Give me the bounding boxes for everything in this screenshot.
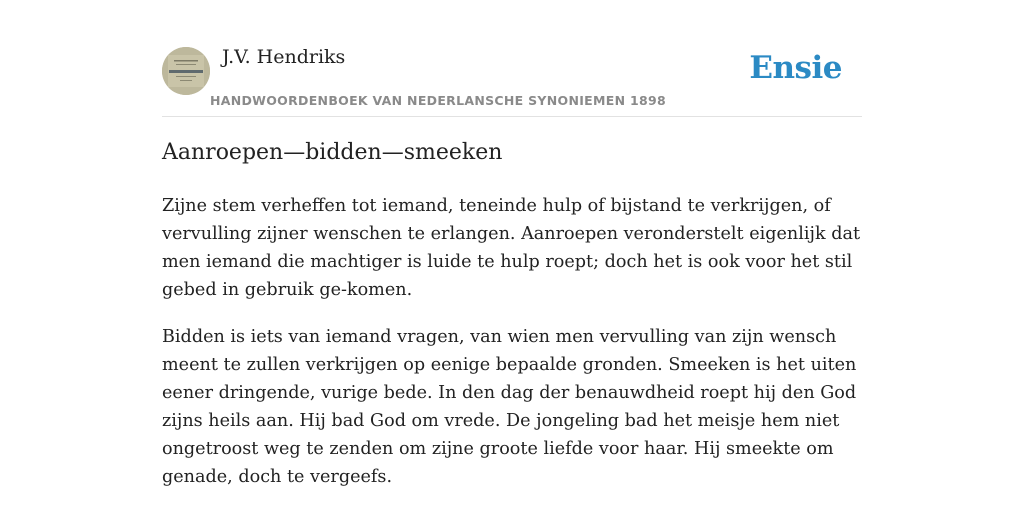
entry-paragraph-1: Zijne stem verheffen tot iemand, teneinde hulp of bijstand te verkrijgen, of vervulling zijner wenschen te erlangen. Aanroepen veronderstelt eigenlijk dat men iemand die machtiger is luide te hulp roept; doch het is ook voor het stil gebed in gebruik ge-komen. — [162, 196, 861, 300]
book-cover-avatar[interactable] — [162, 47, 210, 95]
author-name[interactable]: J.V. Hendriks — [222, 46, 346, 68]
entry-paragraph-2: Bidden is iets van iemand vragen, van wien men vervulling van zijn wensch meent te zullen verkrijgen op eenige bepaalde gronden. Smeeken is het uiten eener dringende, vurige bede. In den dag der benauwdheid roept hij den God zijns heils aan. Hij bad God om vrede. De jongeling bad het meisje hem niet ongetroost weg te zenden om zijne groote liefde voor haar. Hij smeekte om genade, doch te vergeefs. — [162, 327, 857, 487]
source-title[interactable]: HANDWOORDENBOEK VAN NEDERLANSCHE SYNONIEMEN 1898 — [210, 93, 667, 108]
header — [162, 0, 862, 117]
page — [162, 0, 862, 487]
ensie-logo[interactable]: Ensie — [749, 50, 842, 86]
book-cover-icon — [162, 47, 210, 95]
entry-title: Aanroepen—bidden—smeeken — [162, 140, 503, 165]
